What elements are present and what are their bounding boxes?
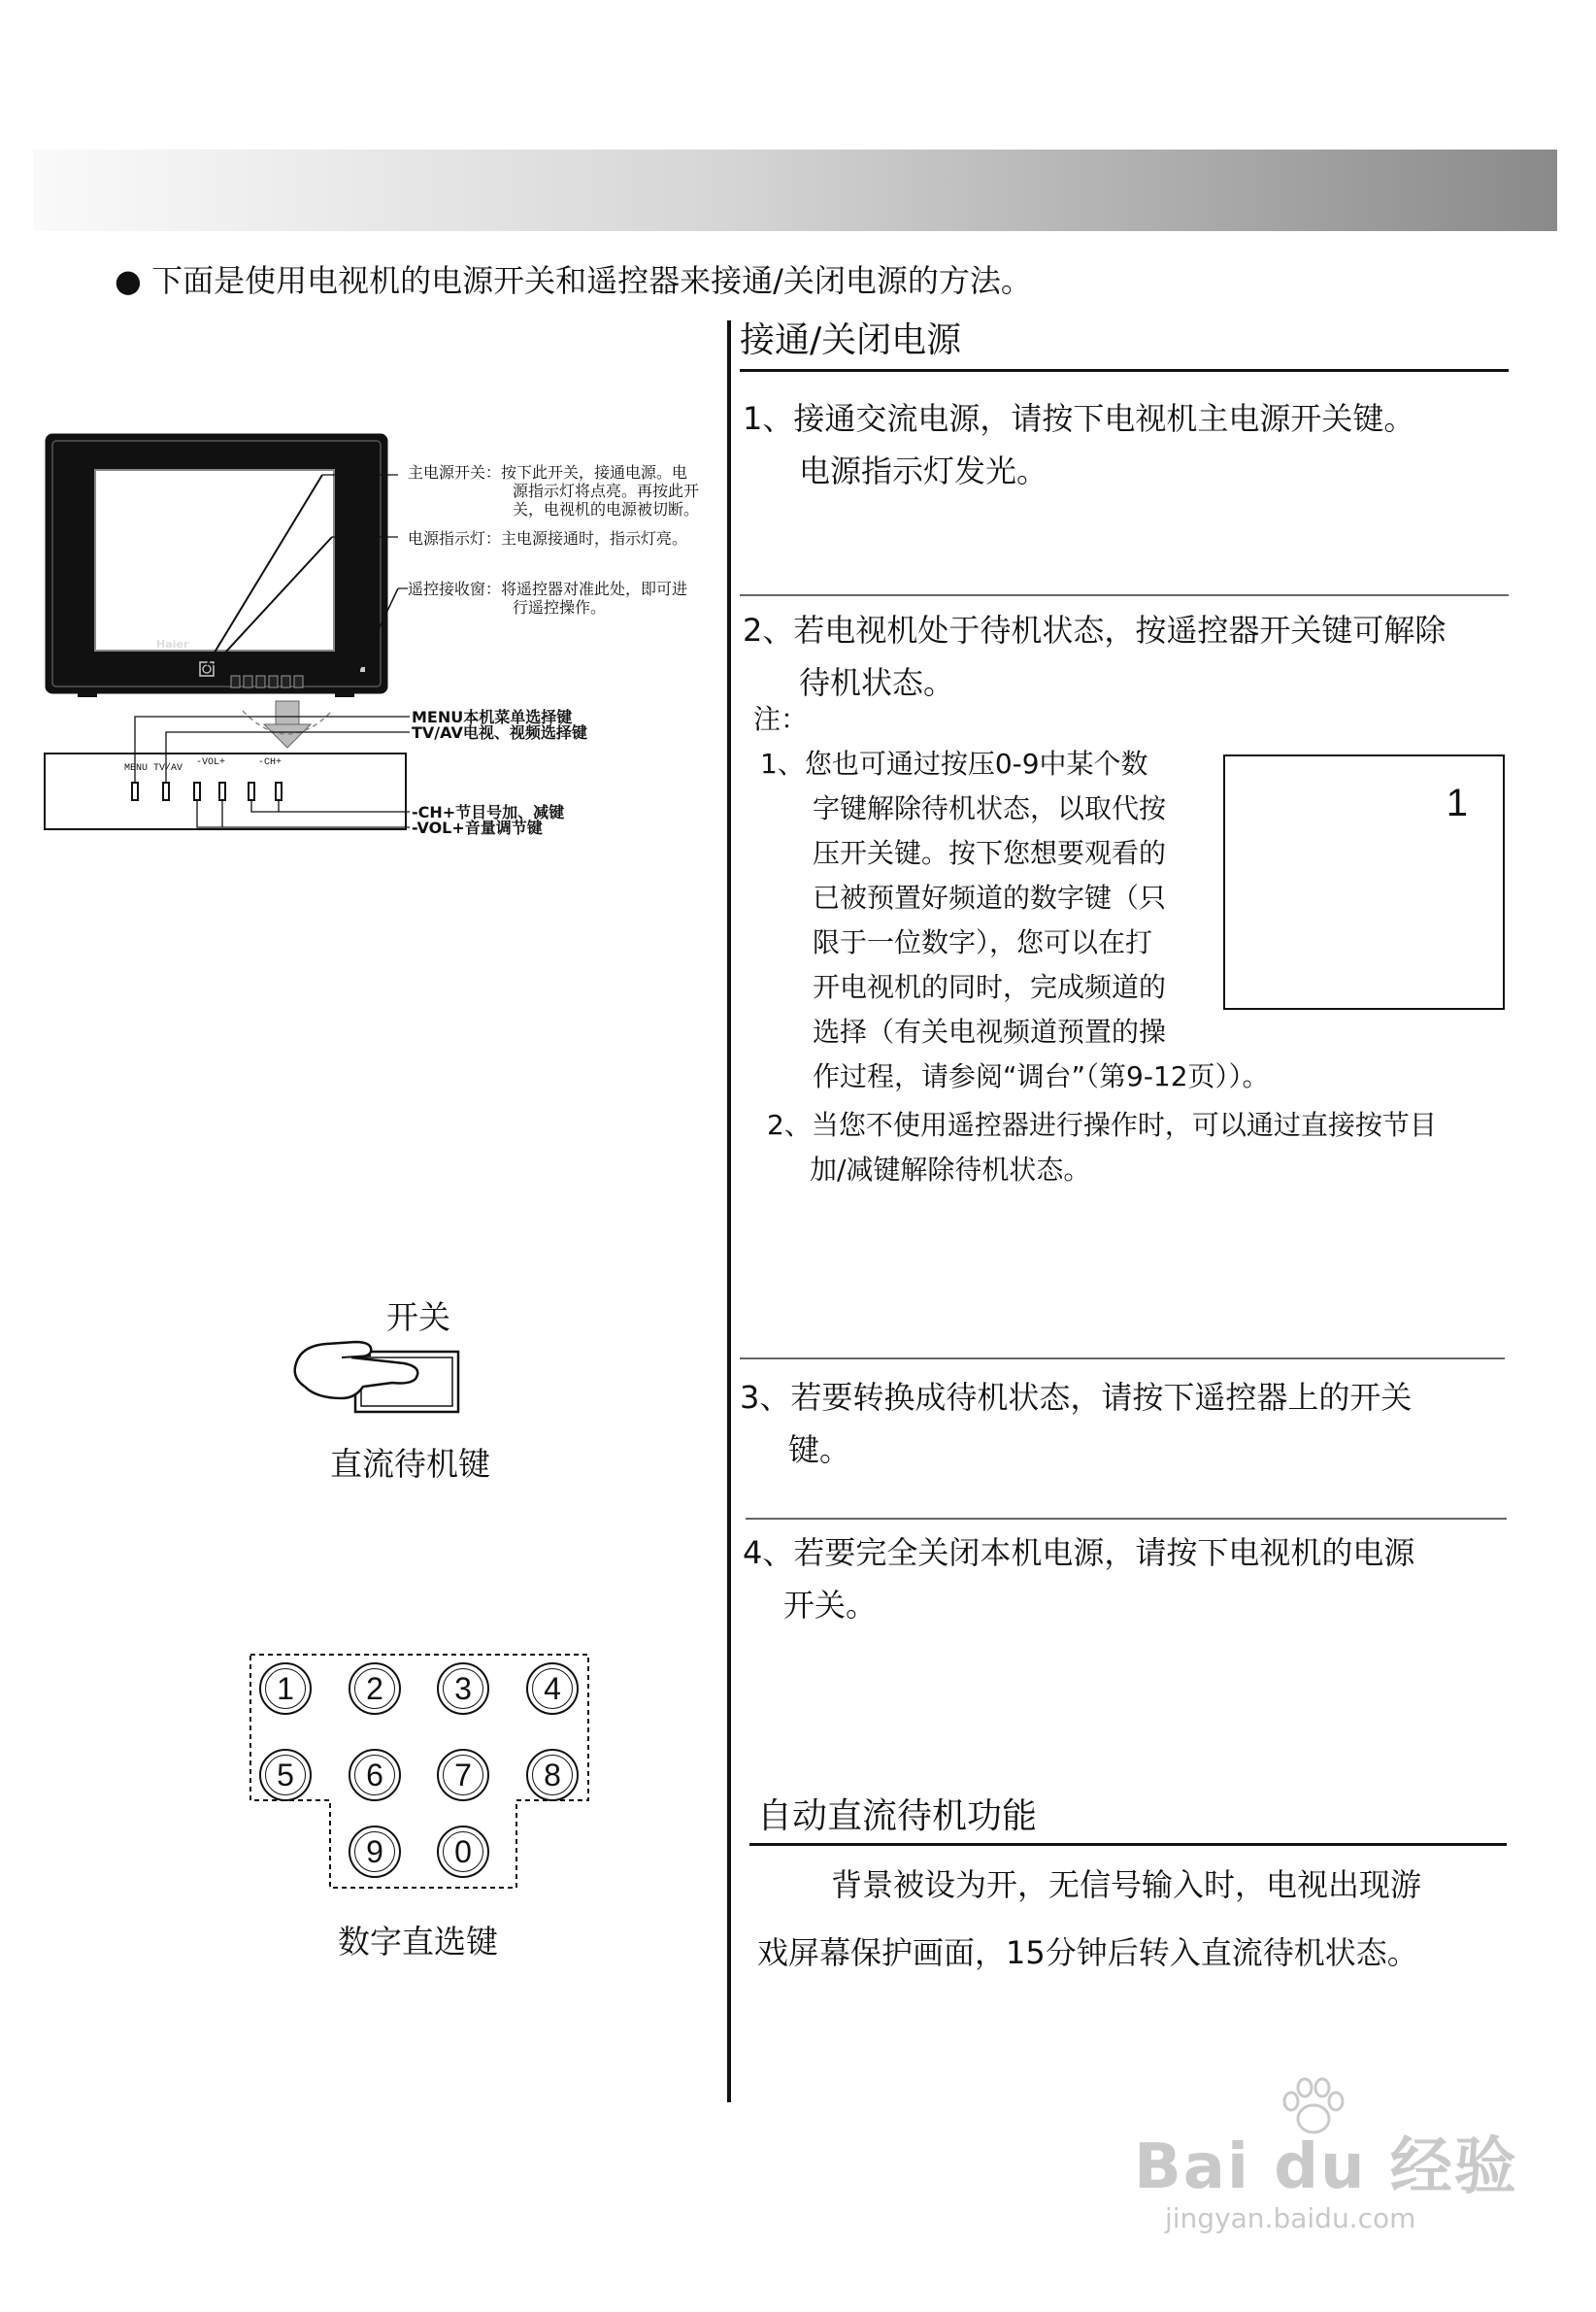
step-1-line1: 1、接通交流电源，请按下电视机主电源开关键。 (743, 400, 1415, 437)
tv-brand: Haier (156, 638, 189, 651)
note-1-line: 限于一位数字），您可以在打 (813, 926, 1153, 958)
key-3[interactable] (437, 1662, 489, 1715)
intro-line (115, 256, 1032, 301)
key-6[interactable] (349, 1749, 401, 1801)
key-label: 5 (277, 1757, 294, 1793)
note-2-line2: 加/减键解除待机状态。 (810, 1154, 1091, 1186)
note-1-line: 压开关键。按下您想要观看的 (813, 837, 1167, 869)
panel-label-vol: -VOL+ (196, 757, 226, 768)
watermark-logo: Bai du 经验 (1134, 2131, 1518, 2203)
note-1-line: 已被预置好频道的数字键（只 (813, 882, 1167, 914)
callout-power-line: 关，电视机的电源被切断。 (513, 500, 700, 519)
intro-text: 下面是使用电视机的电源开关和遥控器来接通/关闭电源的方法。 (151, 262, 1032, 299)
note-1 (760, 742, 1270, 1099)
step-3-line2: 键。 (788, 1431, 851, 1468)
panel-label-menu: MENU (124, 763, 149, 774)
key-label: 2 (366, 1670, 383, 1706)
callout-sensor-line: 遥控接收窗：将遥控器对准此处，即可进 (408, 580, 688, 598)
step-2 (743, 604, 1596, 709)
auto-line2: 戏屏幕保护画面，15分钟后转入直流待机状态。 (757, 1934, 1418, 1971)
tv-screen (95, 470, 334, 651)
standby-caption: 直流待机键 (330, 1445, 490, 1483)
callout-power-line: 主电源开关：按下此开关，接通电源。电 (408, 463, 688, 482)
power-section-title: 接通/关闭电源 (740, 320, 962, 360)
note-1-line: 字键解除待机状态，以取代按 (813, 792, 1167, 824)
step-4 (743, 1526, 1596, 1631)
key-2[interactable] (349, 1662, 401, 1715)
note-1-line: 选择（有关电视频道预置的操 (813, 1016, 1167, 1048)
note-label: 注： (753, 703, 809, 735)
title-rule (740, 369, 1509, 372)
key-label: 6 (366, 1757, 383, 1793)
callout-sensor (408, 580, 687, 617)
key-label: 9 (366, 1833, 383, 1869)
keypad-caption: 数字直选键 (338, 1923, 498, 1960)
step-4-line1: 4、若要完全关闭本机电源，请按下电视机的电源 (743, 1534, 1415, 1571)
callout-tvav-key: TV/AV电视、视频选择键 (412, 723, 587, 742)
paw-icon (1280, 2076, 1347, 2138)
auto-section-title: 自动直流待机功能 (757, 1796, 1038, 1836)
callout-indicator: 电源指示灯：主电源接通时，指示灯亮。 (408, 529, 688, 548)
rule-step-2 (740, 594, 1509, 596)
key-0[interactable] (437, 1826, 489, 1878)
step-1-line2: 电源指示灯发光。 (799, 452, 1048, 489)
column-divider (727, 320, 731, 2102)
key-label: 3 (454, 1670, 472, 1706)
channel-number: 1 (1446, 782, 1468, 824)
callout-sensor-line: 行遥控操作。 (513, 598, 607, 617)
note-2-line1: 2、当您不使用遥控器进行操作时，可以通过直接按节目 (767, 1109, 1437, 1141)
key-label: 0 (454, 1833, 472, 1869)
bullet: ● (115, 262, 142, 299)
note-1-line: 开电视机的同时，完成频道的 (813, 971, 1167, 1003)
callout-menu-key: MENU本机菜单选择键 (412, 708, 573, 726)
key-1[interactable] (259, 1662, 312, 1715)
key-7[interactable] (437, 1749, 489, 1801)
callout-power-line: 源指示灯将点亮。再按此开 (513, 482, 700, 500)
callout-power-switch (408, 463, 699, 519)
step-3-line1: 3、若要转换成待机状态，请按下遥控器上的开关 (740, 1379, 1413, 1416)
step-3 (740, 1371, 1594, 1476)
panel-label-ch: -CH+ (258, 757, 283, 768)
key-9[interactable] (349, 1826, 401, 1878)
header-bar (33, 150, 1557, 231)
channel-display-box (1223, 754, 1505, 1010)
watermark-url: jingyan.baidu.com (1165, 2202, 1416, 2234)
rule-step-4 (746, 1518, 1507, 1520)
key-label: 1 (277, 1670, 294, 1706)
note-1-line: 作过程，请参阅“调台”（第9-12页））。 (813, 1060, 1270, 1092)
key-label: 7 (454, 1757, 472, 1793)
key-label: 8 (544, 1757, 561, 1793)
step-4-line2: 开关。 (783, 1587, 878, 1624)
step-2-line1: 2、若电视机处于待机状态，按遥控器开关键可解除 (743, 612, 1446, 649)
callout-vol-key: -VOL+音量调节键 (412, 819, 543, 837)
auto-section-body (757, 1851, 1534, 1987)
callout-ch-key: -CH+节目号加、减键 (412, 803, 565, 821)
key-8[interactable] (526, 1749, 579, 1801)
key-4[interactable] (526, 1662, 579, 1715)
rule-step-3 (740, 1357, 1505, 1359)
note-2 (767, 1103, 1544, 1192)
key-5[interactable] (259, 1749, 312, 1801)
auto-line1: 背景被设为开，无信号输入时，电视出现游 (831, 1866, 1422, 1903)
step-2-line2: 待机状态。 (799, 664, 955, 701)
standby-key-figure (287, 1328, 472, 1435)
panel-label-tvav: TV/AV (153, 763, 183, 774)
standby-top-label: 开关 (386, 1298, 450, 1336)
note-1-line: 1、您也可通过按压0-9中某个数 (760, 748, 1148, 780)
key-label: 4 (544, 1670, 561, 1706)
step-1 (743, 392, 1596, 497)
auto-title-rule (749, 1843, 1507, 1846)
